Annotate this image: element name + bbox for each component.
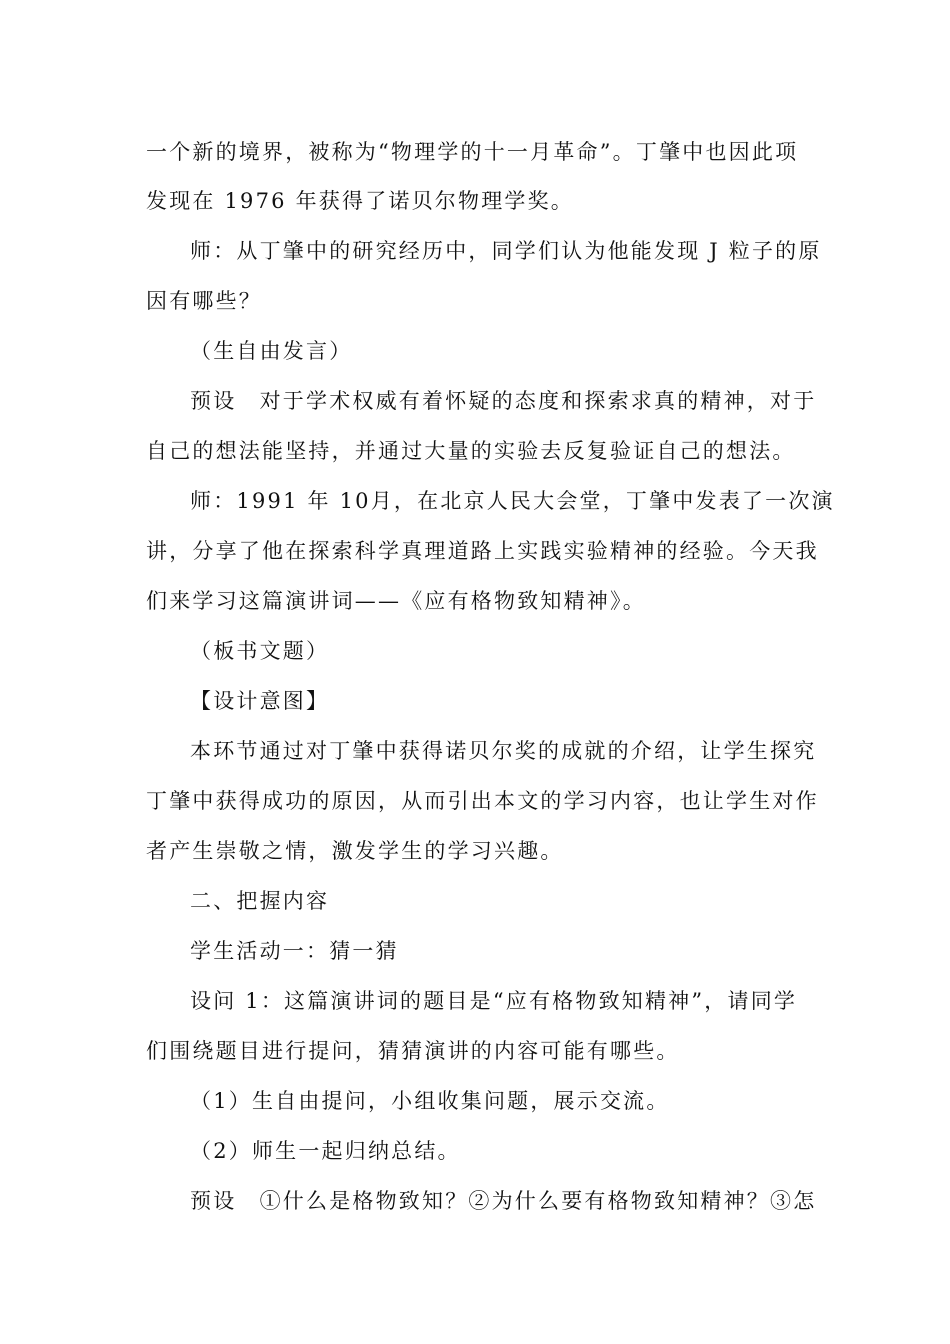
text-line: 一个新的境界，被称为“物理学的十一月革命”。丁肇中也因此项 bbox=[146, 140, 799, 164]
text-line: 师：从丁肇中的研究经历中，同学们认为他能发现 J 粒子的原 bbox=[190, 239, 822, 263]
list-item: （1）生自由提问，小组收集问题，展示交流。 bbox=[190, 1089, 670, 1113]
text-line: 本环节通过对丁肇中获得诺贝尔奖的成就的介绍，让学生探究 bbox=[190, 739, 817, 763]
list-item: （2）师生一起归纳总结。 bbox=[190, 1139, 461, 1163]
section-heading: 二、把握内容 bbox=[190, 889, 330, 913]
text-line: 讲，分享了他在探索科学真理道路上实践实验精神的经验。今天我 bbox=[146, 539, 819, 563]
section-heading: 【设计意图】 bbox=[190, 689, 330, 713]
text-line: 因有哪些？ bbox=[146, 289, 262, 313]
text-line: 丁肇中获得成功的原因，从而引出本文的学习内容，也让学生对作 bbox=[146, 789, 819, 813]
text-line: 预设 对于学术权威有着怀疑的态度和探索求真的精神，对于 bbox=[190, 389, 817, 413]
text-line: 学生活动一：猜一猜 bbox=[190, 939, 399, 963]
text-line: （板书文题） bbox=[190, 639, 330, 663]
text-line: 自己的想法能坚持，并通过大量的实验去反复验证自己的想法。 bbox=[146, 439, 796, 463]
text-line: 师：1991 年 10月，在北京人民大会堂，丁肇中发表了一次演 bbox=[190, 489, 835, 513]
text-line: 预设 ①什么是格物致知？②为什么要有格物致知精神？③怎 bbox=[190, 1189, 817, 1213]
text-line: 们围绕题目进行提问，猜猜演讲的内容可能有哪些。 bbox=[146, 1039, 680, 1063]
text-line: 设问 1：这篇演讲词的题目是“应有格物致知精神”，请同学 bbox=[190, 989, 798, 1013]
text-line: 们来学习这篇演讲词——《应有格物致知精神》。 bbox=[146, 589, 646, 613]
text-line: 者产生崇敬之情，激发学生的学习兴趣。 bbox=[146, 839, 564, 863]
text-line: 发现在 1976 年获得了诺贝尔物理学奖。 bbox=[146, 189, 574, 213]
text-line: （生自由发言） bbox=[190, 339, 353, 363]
